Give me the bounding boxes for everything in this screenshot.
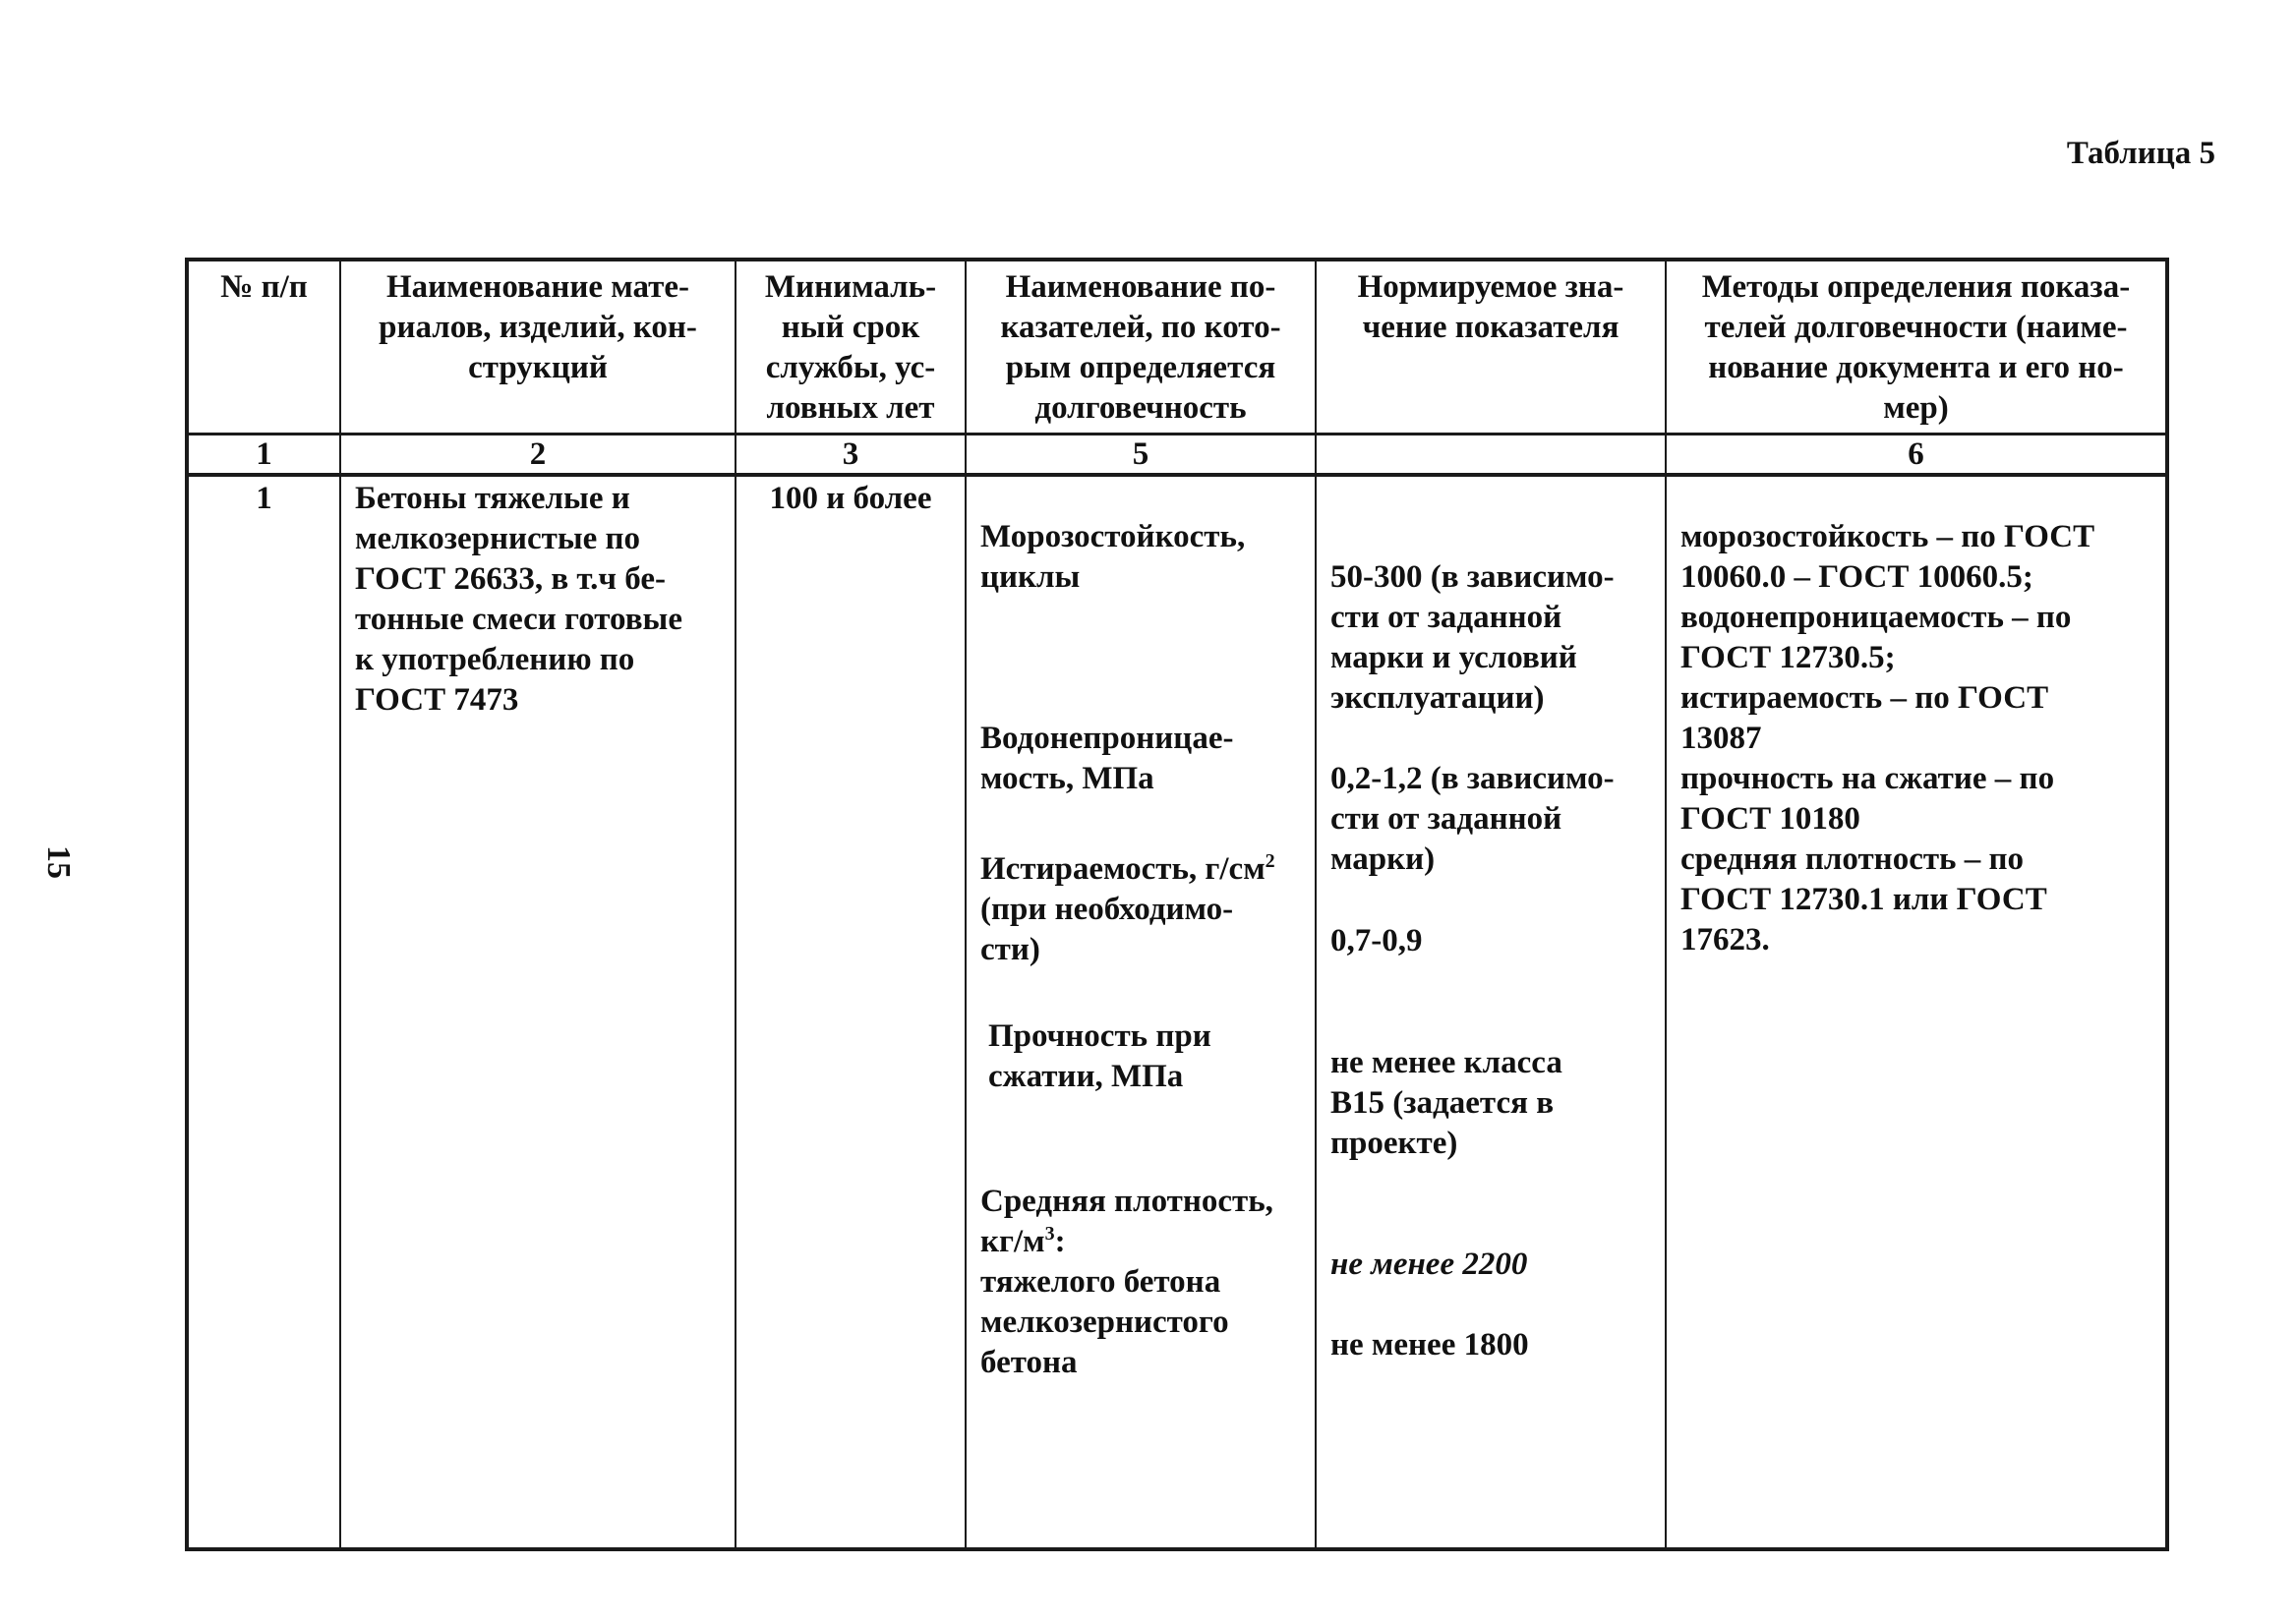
- column-number: 2: [340, 435, 736, 476]
- text-line: ГОСТ 12730.1 или ГОСТ: [1680, 882, 2047, 917]
- material-cell: [340, 475, 736, 1549]
- text-line: морозостойкость – по ГОСТ: [1680, 519, 2095, 554]
- text-line: Прочность при: [988, 1018, 1211, 1054]
- text-line: риалов, изделий, кон-: [379, 310, 697, 345]
- value-abrasion: 0,7-0,9: [1330, 923, 1423, 958]
- text-line: истираемость – по ГОСТ: [1680, 680, 2049, 716]
- text-line: нование документа и его но-: [1708, 350, 2124, 385]
- text-line: мость, МПа: [980, 761, 1154, 796]
- text-line: не менее класса: [1330, 1045, 1562, 1080]
- column-number: [1316, 435, 1666, 476]
- text-line: рым определяется: [1005, 350, 1276, 385]
- text-line: марки и условий: [1330, 640, 1577, 675]
- indicator-strength: [980, 1016, 1301, 1182]
- text-line: проекте): [1330, 1126, 1458, 1161]
- text-line: Минималь-: [764, 269, 937, 305]
- text-line: струкций: [468, 350, 608, 385]
- text-line: бетона: [980, 1345, 1078, 1380]
- text-line: службы, ус-: [765, 350, 936, 385]
- text-line: (при необходимо-: [980, 892, 1234, 927]
- text-line: долговечность: [1034, 390, 1247, 426]
- header-methods: [1666, 260, 2167, 435]
- indicator-cell: [966, 475, 1316, 1549]
- text-line: 50-300 (в зависимо-: [1330, 559, 1615, 595]
- text-line: 0,2-1,2 (в зависимо-: [1330, 761, 1615, 796]
- text-line: В15 (задается в: [1330, 1085, 1555, 1121]
- text-line: средняя плотность – по: [1680, 841, 2025, 877]
- table-caption: Таблица 5: [2066, 136, 2215, 171]
- text-line: ловных лет: [766, 390, 935, 426]
- header-norm-value: [1316, 260, 1666, 435]
- text-line: Методы определения показа-: [1701, 269, 2131, 305]
- value-heavy: не менее 2200: [1330, 1247, 1528, 1282]
- column-number: 6: [1666, 435, 2167, 476]
- text-line: к употреблению по: [355, 642, 635, 677]
- page-number: 15: [40, 845, 77, 879]
- text-line: сти от заданной: [1330, 801, 1562, 837]
- text-line: мер): [1883, 390, 1949, 426]
- text-line: марки): [1330, 841, 1436, 877]
- service-life-cell: 100 и более: [736, 475, 966, 1549]
- column-number-row: [187, 435, 2167, 476]
- text-line: эксплуатации): [1330, 680, 1545, 716]
- indicator-density: Средняя плотность, $кг/м^3$: тяжелого бетона мелкозернистого бетона: [980, 1182, 1301, 1383]
- text-line: Водонепроницае-: [980, 721, 1234, 756]
- text-line: сжатии, МПа: [988, 1059, 1184, 1094]
- header-service-life: [736, 260, 966, 435]
- text-line: Наименование по-: [1005, 269, 1276, 305]
- text-line: 17623.: [1680, 922, 1770, 957]
- text-line: тонные смеси готовые: [355, 602, 682, 637]
- value-frost: [1330, 557, 1651, 759]
- indicator-frost: [980, 517, 1301, 719]
- indicator-abrasion: Истираемость, $г/см^2$ (при необходимо- сти): [980, 849, 1301, 1016]
- methods-cell: [1666, 475, 2167, 1549]
- text-line: Морозостойкость,: [980, 519, 1246, 554]
- text-line: ГОСТ 26633, в т.ч бе-: [355, 561, 666, 597]
- value-fine: не менее 1800: [1330, 1327, 1529, 1363]
- text-line: прочность на сжатие – по: [1680, 761, 2055, 796]
- text-line: 13087: [1680, 721, 1762, 756]
- value-water: [1330, 759, 1651, 921]
- text-line: ГОСТ 7473: [355, 682, 519, 718]
- text-line: чение показателя: [1362, 310, 1619, 345]
- text-line: Бетоны тяжелые и: [355, 481, 630, 516]
- text-line: циклы: [980, 559, 1081, 595]
- value-cell: [1316, 475, 1666, 1549]
- text-line: мелкозернистого: [980, 1305, 1229, 1340]
- value-strength: [1330, 1043, 1651, 1245]
- column-number: 1: [187, 435, 340, 476]
- durability-table: [185, 258, 2169, 1551]
- header-indicator: [966, 260, 1316, 435]
- table-row: [187, 475, 2167, 1549]
- text-line: Наименование мате-: [386, 269, 689, 305]
- text-line: ГОСТ 12730.5;: [1680, 640, 1896, 675]
- header-material: [340, 260, 736, 435]
- header-number: № п/п: [187, 260, 340, 435]
- text-line: сти): [980, 932, 1040, 967]
- text-line: ный срок: [781, 310, 920, 345]
- text-line: 10060.0 – ГОСТ 10060.5;: [1680, 559, 2033, 595]
- row-number: 1: [187, 475, 340, 1549]
- column-number: 3: [736, 435, 966, 476]
- text-line: телей долговечности (наиме-: [1704, 310, 2128, 345]
- indicator-water: [980, 719, 1301, 849]
- text-line: сти от заданной: [1330, 600, 1562, 635]
- column-number: 5: [966, 435, 1316, 476]
- text-line: мелкозернистые по: [355, 521, 641, 556]
- text-line: казателей, по кото-: [1000, 310, 1281, 345]
- text-line: Нормируемое зна-: [1357, 269, 1624, 305]
- text-line: водонепроницаемость – по: [1680, 600, 2072, 635]
- header-row: [187, 260, 2167, 435]
- text-line: ГОСТ 10180: [1680, 801, 1860, 837]
